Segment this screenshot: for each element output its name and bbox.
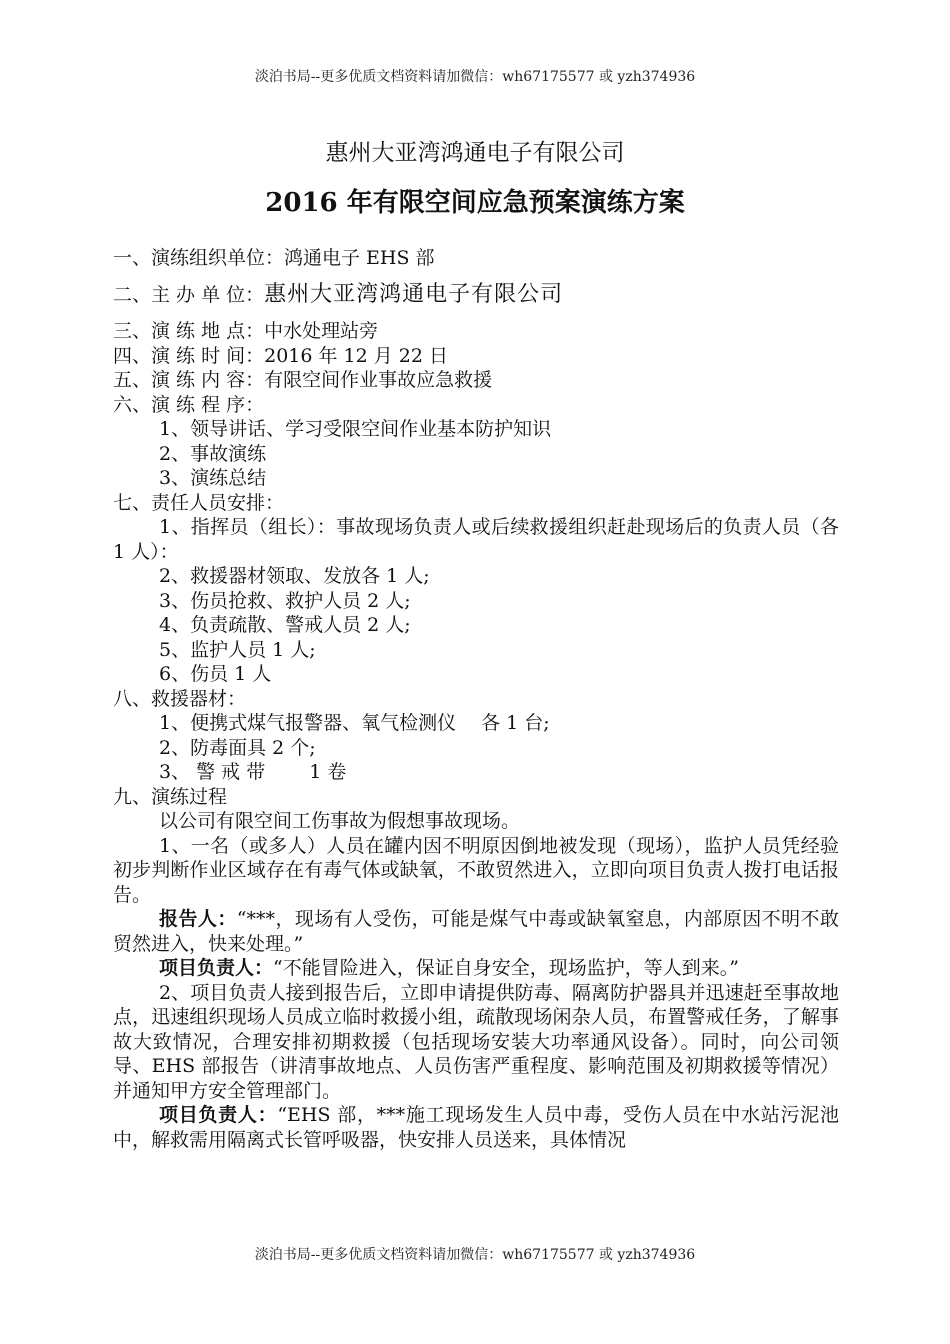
company-name: 惠州大亚湾鸿通电子有限公司 — [325, 140, 625, 166]
section-host — [113, 283, 839, 308]
speaker-text: “***，现场有人受伤，可能是煤气中毒或缺氧窒息，内部原因不明不敢贸然进入，快来处理。” — [113, 908, 839, 955]
section-procedure: 六、演 练 程 序： — [113, 393, 265, 416]
speaker-text: “EHS 部，***施工现场发生人员中毒，受伤人员在中水站污泥池中，解救需用隔离式长管呼吸器，快安排人员送来，具体情况 — [113, 1104, 839, 1151]
list-item: 2、救援器材领取、发放各 1 人; — [159, 565, 430, 587]
document-body — [113, 246, 839, 1152]
list-item: 3、伤员抢救、救护人员 2 人; — [159, 589, 411, 612]
section-location: 三、演 练 地 点：中水处理站旁 — [113, 320, 379, 342]
speaker-label: 项目负责人： — [159, 957, 274, 979]
speaker-text: “不能冒险进入，保证自身安全，现场监护，等人到来。” — [273, 957, 739, 979]
list-item: 1、领导讲话、学习受限空间作业基本防护知识 — [159, 418, 552, 440]
paragraph: 2、项目负责人接到报告后，立即申请提供防毒、隔离防护器具并迅速赶至事故地点，迅速组织现场人员成立临时救援小组，疏散现场闲杂人员，布置警戒任务，了解事故大致情况，合理安排初期救援（包括现场安装大功率通风设备）。同时，向公司领导、EHS 部报告（讲清事故地点、人员伤害严重程度、影响范围及初期救援等情况）并通知甲方安全管理部门。 — [113, 981, 839, 1102]
paragraph: 1、一名（或多人）人员在罐内因不明原因倒地被发现（现场），监护人员凭经验初步判断作业区域存在有毒气体或缺氧，不敢贸然进入，立即向项目负责人拨打电话报告。 — [113, 834, 839, 906]
list-item: 3、演练总结 — [159, 467, 267, 489]
paragraph: 以公司有限空间工伤事故为假想事故现场。 — [159, 810, 521, 832]
section-personnel: 七、责任人员安排： — [113, 491, 285, 514]
page-header: 淡泊书局--更多优质文档资料请加微信：wh67175577 或 yzh374936 — [254, 69, 696, 85]
list-item: 2、防毒面具 2 个; — [159, 736, 316, 759]
section-time: 四、演 练 时 间：2016 年 12 月 22 日 — [113, 344, 449, 367]
host-label: 二、主 办 单 位： — [113, 283, 265, 306]
dialogue-reporter — [113, 907, 839, 956]
page-footer: 淡泊书局--更多优质文档资料请加微信：wh67175577 或 yzh374936 — [254, 1247, 696, 1263]
list-item: 6、伤员 1 人 — [159, 663, 272, 685]
host-value: 惠州大亚湾鸿通电子有限公司 — [264, 281, 564, 307]
section-content: 五、演 练 内 容：有限空间作业事故应急救援 — [113, 369, 493, 391]
dialogue-manager — [113, 956, 839, 981]
list-item: 5、监护人员 1 人; — [159, 638, 316, 661]
list-item: 1、便携式煤气报警器、氧气检测仪 各 1 台; — [159, 712, 550, 734]
section-organizer: 一、演练组织单位：鸿通电子 EHS 部 — [113, 247, 435, 269]
dialogue-manager — [113, 1103, 839, 1152]
speaker-label: 项目负责人： — [159, 1104, 278, 1126]
list-item: 3、 警 戒 带 1 卷 — [159, 761, 347, 783]
section-equipment: 八、救援器材： — [113, 687, 247, 710]
list-item: 2、事故演练 — [159, 442, 267, 465]
document-title: 2016 年有限空间应急预案演练方案 — [265, 188, 685, 218]
list-item: 4、负责疏散、警戒人员 2 人; — [159, 614, 411, 636]
speaker-label: 报告人： — [159, 908, 237, 930]
list-item: 1、指挥员（组长）：事故现场负责人或后续救援组织赶赴现场后的负责人员（各 1 人）： — [113, 516, 839, 563]
section-process: 九、演练过程 — [113, 785, 228, 808]
